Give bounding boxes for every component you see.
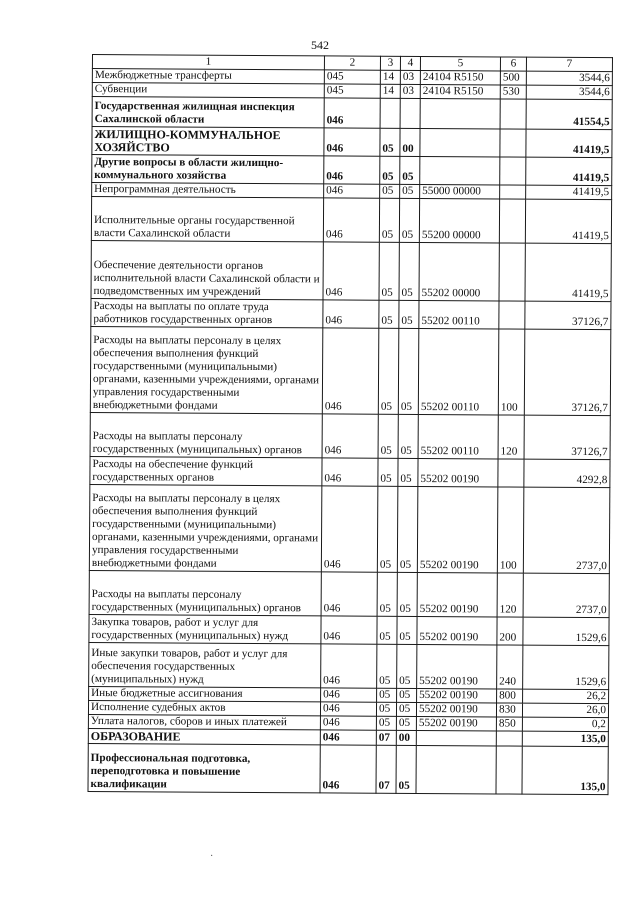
table-row — [90, 412, 610, 459]
cell-code-subsection: 05 — [397, 644, 417, 688]
cell-code-expense: 530 — [500, 85, 526, 99]
cell-code-expense: 850 — [496, 717, 522, 731]
cell-amount: 41419,5 — [526, 129, 612, 158]
column-header: 7 — [526, 57, 612, 72]
budget-table — [87, 54, 612, 795]
table-row — [89, 642, 609, 689]
cell-code-expense: 120 — [498, 415, 524, 459]
cell-name: Субвенции — [92, 83, 324, 98]
cell-amount: 135,0 — [522, 746, 608, 795]
table-row — [88, 743, 608, 794]
cell-code-admin: 046 — [324, 156, 380, 184]
cell-code-admin: 046 — [321, 486, 378, 572]
cell-code-admin: 046 — [323, 198, 379, 242]
cell-code-target: 55202 00110 — [419, 301, 499, 329]
cell-name: Расходы на выплаты по оплате труда работников государственных органов — [91, 298, 323, 327]
cell-code-target: 55202 00190 — [417, 688, 497, 702]
cell-code-target: 55202 00110 — [418, 415, 498, 459]
cell-code-expense — [500, 185, 526, 199]
cell-name: Обеспечение деятельности органов исполнительной власти Сахалинской области и подведомственных им учреждений — [91, 240, 323, 299]
cell-code-subsection: 05 — [397, 688, 417, 702]
cell-amount: 26,0 — [522, 703, 608, 718]
cell-code-admin: 045 — [324, 70, 380, 84]
cell-code-expense: 100 — [497, 487, 524, 573]
cell-code-section: 07 — [376, 730, 396, 745]
cell-code-target: 55202 00190 — [416, 716, 496, 730]
cell-code-target: 55000 00000 — [420, 185, 500, 199]
cell-code-expense: 120 — [497, 573, 523, 617]
cell-code-subsection: 05 — [398, 458, 418, 486]
cell-code-section: 05 — [377, 572, 397, 616]
table-row — [92, 97, 612, 130]
cell-name: Исполнительные органы государственной власти Сахалинской области — [91, 197, 323, 242]
cell-code-target: 24104 R5150 — [420, 71, 500, 85]
table-row — [90, 326, 611, 415]
cell-code-expense — [499, 301, 525, 329]
cell-amount: 1529,6 — [523, 617, 609, 646]
cell-code-admin: 046 — [324, 184, 380, 198]
cell-code-section — [380, 98, 400, 128]
cell-code-admin: 046 — [322, 328, 379, 414]
cell-code-subsection — [400, 98, 420, 128]
cell-code-subsection: 05 — [397, 572, 417, 616]
cell-name: Расходы на обеспечение функций государственных органов — [90, 456, 322, 485]
cell-code-section: 05 — [377, 644, 397, 688]
table-row — [89, 614, 609, 645]
cell-name: Непрограммная деятельность — [92, 183, 324, 198]
cell-code-target: 55202 00190 — [417, 486, 498, 572]
cell-code-subsection: 05 — [399, 198, 419, 242]
cell-amount: 37126,7 — [524, 329, 611, 416]
cell-code-target — [420, 99, 500, 129]
cell-code-subsection: 03 — [400, 70, 420, 84]
cell-code-admin: 046 — [320, 745, 376, 793]
cell-code-target: 55202 00190 — [417, 644, 497, 688]
cell-amount: 41419,5 — [526, 157, 612, 186]
cell-code-section: 05 — [379, 242, 399, 300]
cell-name: Расходы на выплаты персоналу государственных (муниципальных) органов — [89, 570, 321, 615]
cell-name: Исполнение судебных актов — [88, 700, 320, 715]
cell-code-admin: 046 — [324, 128, 380, 156]
cell-code-admin: 046 — [321, 644, 377, 688]
cell-code-section: 05 — [377, 616, 397, 644]
cell-code-subsection: 05 — [396, 745, 416, 793]
cell-code-section: 14 — [380, 84, 400, 98]
cell-code-subsection: 03 — [400, 84, 420, 98]
cell-code-section: 05 — [376, 702, 396, 716]
cell-name: Расходы на выплаты персоналу государственных (муниципальных) органов — [90, 412, 322, 457]
cell-amount: 3544,6 — [526, 85, 612, 100]
cell-code-subsection: 05 — [399, 300, 419, 328]
cell-code-admin: 046 — [321, 616, 377, 644]
cell-code-section: 05 — [378, 414, 398, 458]
cell-code-expense: 800 — [497, 689, 523, 703]
cell-code-subsection: 05 — [400, 184, 420, 198]
cell-name: Другие вопросы в области жилищно-коммунального хозяйства — [92, 155, 324, 184]
cell-code-section: 05 — [380, 128, 400, 156]
cell-amount: 1529,6 — [523, 645, 609, 690]
cell-code-target: 55202 00190 — [417, 572, 497, 616]
cell-name: Закупка товаров, работ и услуг для государственных (муниципальных) нужд — [89, 614, 321, 643]
table-row — [91, 298, 611, 329]
cell-code-admin: 046 — [320, 730, 376, 745]
column-header: 2 — [324, 56, 380, 70]
cell-code-section: 05 — [379, 300, 399, 328]
cell-code-admin: 046 — [323, 300, 379, 328]
scan-speck: · — [210, 851, 214, 862]
cell-amount: 37126,7 — [525, 301, 611, 330]
cell-code-target: 55202 00000 — [419, 243, 499, 301]
cell-name: ОБРАЗОВАНИЕ — [88, 728, 320, 744]
cell-code-section: 05 — [376, 716, 396, 730]
cell-amount: 0,2 — [522, 717, 608, 732]
cell-amount: 37126,7 — [524, 415, 610, 460]
cell-code-expense: 500 — [500, 71, 526, 85]
cell-code-admin: 046 — [323, 242, 379, 300]
cell-code-subsection: 05 — [396, 716, 416, 730]
cell-code-section: 05 — [377, 688, 397, 702]
cell-code-section: 07 — [376, 745, 396, 793]
column-header: 5 — [420, 57, 500, 71]
cell-code-subsection: 00 — [400, 128, 420, 156]
cell-code-subsection: 05 — [397, 616, 417, 644]
table-row — [92, 127, 612, 158]
cell-code-expense: 240 — [497, 645, 523, 689]
table-row — [90, 456, 610, 487]
cell-name: Расходы на выплаты персоналу в целях обеспечения выполнения функций государственными (муниципальными) органами, казенными учреждениями, органами управления государственными внебюджетными фондами — [89, 484, 322, 571]
cell-code-expense — [498, 459, 524, 487]
cell-code-expense — [500, 99, 526, 129]
cell-code-section: 05 — [378, 328, 399, 414]
cell-code-section: 05 — [380, 156, 400, 184]
cell-code-target: 55202 00190 — [418, 458, 498, 486]
column-header: 4 — [400, 56, 420, 70]
cell-code-admin: 046 — [320, 716, 376, 730]
cell-code-admin: 046 — [321, 572, 377, 616]
cell-name: Межбюджетные трансферты — [92, 69, 324, 84]
cell-code-expense: 200 — [497, 617, 523, 645]
cell-code-expense — [496, 731, 522, 746]
cell-name: Расходы на выплаты персоналу в целях обеспечения выполнения функций государственными (муниципальными) органами, казенными учреждениями, органами управления государственными внебюджетными фондами — [90, 326, 323, 413]
cell-amount: 41554,5 — [526, 99, 612, 130]
cell-code-target: 55202 00190 — [416, 702, 496, 716]
cell-name: Профессиональная подготовка, переподготовка и повышение квалификации — [88, 743, 320, 792]
cell-code-expense — [500, 129, 526, 157]
table-row — [89, 570, 609, 617]
cell-code-target: 55202 00190 — [417, 616, 497, 644]
cell-code-section: 05 — [378, 458, 398, 486]
cell-code-expense — [499, 199, 525, 243]
cell-code-expense: 100 — [498, 329, 525, 415]
cell-code-target — [420, 157, 500, 185]
cell-code-subsection: 05 — [396, 702, 416, 716]
cell-name: Государственная жилищная инспекция Сахалинской области — [92, 97, 324, 128]
cell-code-section: 05 — [379, 198, 399, 242]
cell-name: Иные закупки товаров, работ и услуг для обеспечения государственных (муниципальных) нужд — [89, 642, 321, 687]
column-header: 3 — [380, 56, 400, 70]
cell-code-expense: 830 — [496, 703, 522, 717]
cell-code-subsection: 05 — [400, 156, 420, 184]
cell-amount: 2737,0 — [523, 487, 610, 574]
cell-amount: 3544,6 — [526, 71, 612, 86]
cell-code-admin: 046 — [320, 702, 376, 716]
cell-code-target: 55200 00000 — [419, 199, 499, 243]
cell-amount: 4292,8 — [524, 459, 610, 488]
cell-code-admin: 046 — [322, 458, 378, 486]
cell-code-section: 05 — [377, 486, 398, 572]
cell-code-subsection: 05 — [399, 242, 419, 300]
cell-code-target: 24104 R5150 — [420, 85, 500, 99]
cell-amount: 135,0 — [522, 731, 608, 747]
cell-amount: 26,2 — [523, 689, 609, 704]
cell-amount: 41419,5 — [525, 243, 611, 302]
cell-amount: 41419,5 — [526, 185, 612, 200]
cell-code-target — [416, 745, 496, 793]
table-row — [91, 197, 611, 244]
cell-amount: 41419,5 — [525, 199, 611, 244]
table-row — [91, 240, 611, 301]
cell-code-section: 14 — [380, 70, 400, 84]
cell-code-subsection: 05 — [398, 414, 418, 458]
cell-code-subsection: 05 — [398, 328, 419, 414]
cell-code-expense — [496, 746, 522, 794]
cell-code-expense — [500, 157, 526, 185]
column-header: 6 — [500, 57, 526, 71]
cell-code-target — [420, 129, 500, 157]
cell-name: ЖИЛИЩНО-КОММУНАЛЬНОЕ ХОЗЯЙСТВО — [92, 127, 324, 156]
cell-code-section: 05 — [380, 184, 400, 198]
cell-code-admin: 046 — [321, 688, 377, 702]
cell-code-expense — [499, 243, 525, 301]
cell-name: Иные бюджетные ассигнования — [89, 686, 321, 701]
cell-name: Уплата налогов, сборов и иных платежей — [88, 714, 320, 729]
cell-code-subsection: 00 — [396, 730, 416, 745]
page-number: 542 — [311, 38, 329, 52]
column-header: 1 — [92, 55, 324, 70]
cell-code-subsection: 05 — [397, 486, 418, 572]
table-row — [89, 484, 610, 573]
cell-code-admin: 046 — [322, 414, 378, 458]
cell-code-target — [416, 730, 496, 745]
cell-code-admin: 045 — [324, 84, 380, 98]
cell-amount: 2737,0 — [523, 573, 609, 618]
table-row — [92, 155, 612, 186]
cell-code-admin: 046 — [324, 98, 380, 128]
cell-code-target: 55202 00110 — [418, 329, 499, 415]
